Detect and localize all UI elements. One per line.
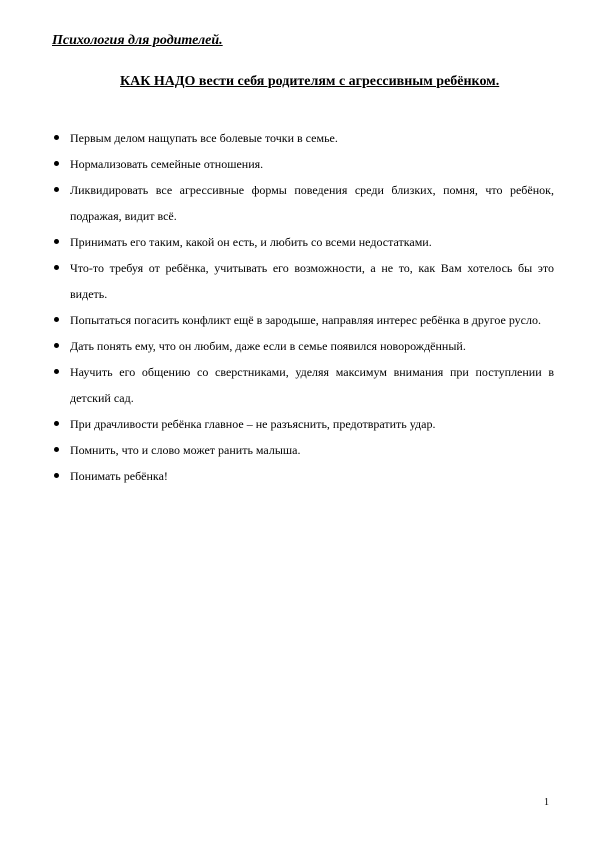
list-item-text: Что-то требуя от ребёнка, учитывать его возможности, а не то, как Вам хотелось бы это видеть. xyxy=(70,261,554,301)
bullet-icon xyxy=(54,447,59,452)
bullet-icon xyxy=(54,421,59,426)
bullet-icon xyxy=(54,161,59,166)
list-item-text: Попытаться погасить конфликт ещё в зародыше, направляя интерес ребёнка в другое русло. xyxy=(70,313,541,327)
list-item xyxy=(52,333,554,359)
bullet-icon xyxy=(54,473,59,478)
document-title: КАК НАДО вести себя родителям с агрессивным ребёнком. xyxy=(120,74,500,89)
list-item-text: Помнить, что и слово может ранить малыша. xyxy=(70,443,301,457)
list-item-text: Нормализовать семейные отношения. xyxy=(70,157,264,171)
bullet-icon xyxy=(54,187,59,192)
bullet-icon xyxy=(54,265,59,270)
list-item xyxy=(52,359,554,411)
list-item xyxy=(52,177,554,229)
list-item-text: Научить его общению со сверстниками, уделяя максимум внимания при поступлении в детский сад. xyxy=(70,365,554,405)
list-item xyxy=(52,307,554,333)
list-item xyxy=(52,125,554,151)
list-item-text: Понимать ребёнка! xyxy=(70,469,168,483)
list-item xyxy=(52,229,554,255)
list-item-text: Дать понять ему, что он любим, даже если в семье появился новорождённый. xyxy=(70,339,466,353)
list-item-text: Ликвидировать все агрессивные формы поведения среди близких, помня, что ребёнок, подражая, видит всё. xyxy=(70,183,554,223)
advice-list xyxy=(52,125,554,489)
list-item-text: При драчливости ребёнка главное – не разъяснить, предотвратить удар. xyxy=(70,417,436,431)
bullet-icon xyxy=(54,135,59,140)
list-item xyxy=(52,411,554,437)
bullet-icon xyxy=(54,239,59,244)
list-item xyxy=(52,437,554,463)
list-item xyxy=(52,463,554,489)
bullet-icon xyxy=(54,317,59,322)
list-item-text: Первым делом нащупать все болевые точки в семье. xyxy=(70,131,338,145)
bullet-icon xyxy=(54,369,59,374)
list-item xyxy=(52,151,554,177)
page-number: 1 xyxy=(544,797,549,808)
list-item xyxy=(52,255,554,307)
list-item-text: Принимать его таким, какой он есть, и любить со всеми недостатками. xyxy=(70,235,432,249)
section-heading: Психология для родителей. xyxy=(52,33,223,48)
bullet-icon xyxy=(54,343,59,348)
